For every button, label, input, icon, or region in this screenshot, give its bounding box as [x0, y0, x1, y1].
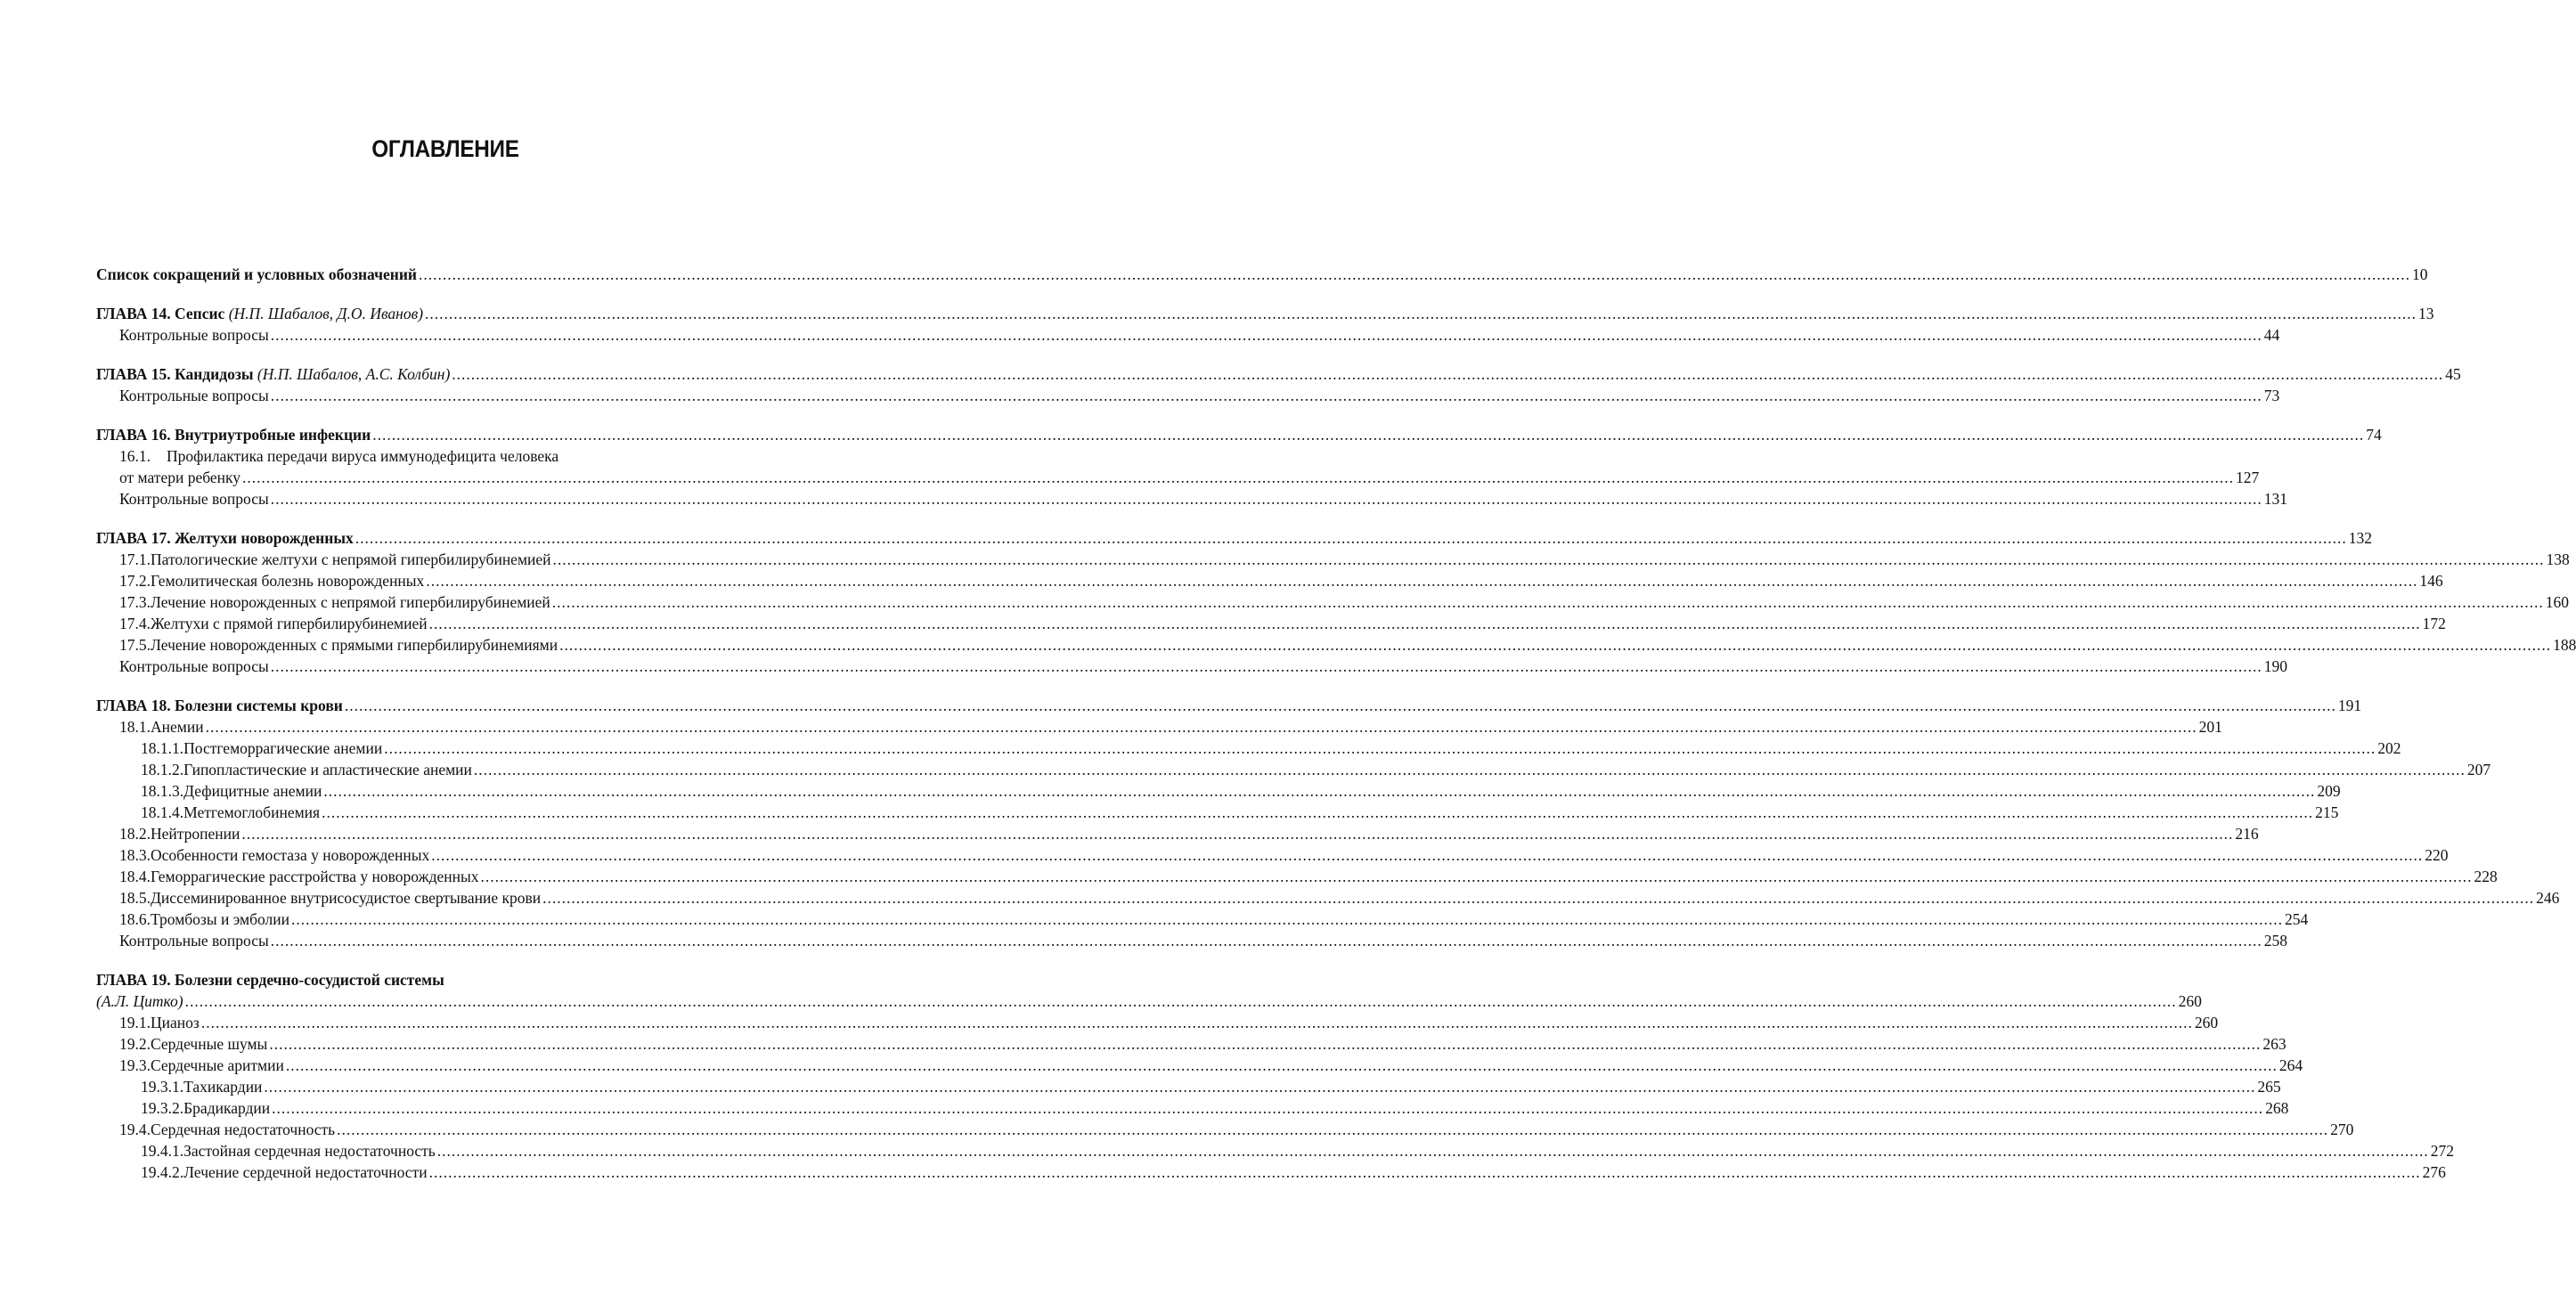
toc-subsection[interactable] [96, 1162, 2446, 1183]
toc-entry-questions[interactable] [96, 930, 2287, 951]
section-title: Цианоз [151, 1014, 200, 1031]
toc-page-number: 190 [2263, 657, 2287, 675]
section-number: 19.2. [119, 1035, 151, 1053]
page-title: ОГЛАВЛЕНИЕ [371, 135, 519, 162]
chapter-authors: (А.Л. Цитко) [96, 992, 183, 1010]
leader-dots [323, 780, 2315, 802]
section-title: Анемии [151, 718, 204, 736]
toc-page-number: 215 [2315, 803, 2339, 821]
leader-dots [429, 1162, 2421, 1183]
toc-page-number: 265 [2257, 1078, 2281, 1096]
toc-page-number: 10 [2412, 265, 2428, 283]
leader-dots [355, 527, 2347, 549]
subsection-title: Тахикардии [183, 1078, 263, 1096]
leader-dots [201, 1012, 2193, 1033]
toc-section[interactable] [96, 613, 2446, 634]
toc-page-number: 246 [2536, 889, 2560, 907]
leader-dots [286, 1055, 2278, 1076]
leader-dots [264, 1076, 2255, 1097]
toc-page-number: 216 [2235, 825, 2259, 843]
toc-page-number: 127 [2236, 469, 2260, 486]
toc-entry-questions[interactable] [96, 656, 2287, 677]
subsection-number: 19.3.2. [141, 1099, 184, 1117]
leader-dots [474, 759, 2466, 780]
chapter-title: ГЛАВА 19. Болезни сердечно-сосудистой системы [96, 971, 444, 989]
section-number: 18.3. [119, 846, 151, 864]
toc-entry-abbreviations[interactable] [96, 264, 2428, 285]
toc-entry-text: Контрольные вопросы [119, 387, 269, 404]
section-title: Сердечная недостаточность [151, 1121, 336, 1138]
subsection-title: Гипопластические и апластические анемии [183, 761, 472, 778]
subsection-number: 19.4.2. [141, 1163, 184, 1181]
chapter-title: ГЛАВА 18. Болезни системы крови [96, 697, 343, 714]
subsection-title: Застойная сердечная недостаточность [183, 1142, 436, 1160]
leader-dots [437, 1140, 2429, 1162]
section-number: 17.4. [119, 615, 151, 632]
toc-section[interactable] [96, 866, 2498, 887]
section-title: Патологические желтухи с непрямой гипербилирубинемией [151, 550, 551, 568]
chapter-title: ГЛАВА 15. Кандидозы [96, 365, 254, 383]
section-number: 18.2. [119, 825, 151, 843]
leader-dots [271, 488, 2262, 509]
section-title: Тромбозы и эмболии [151, 910, 290, 928]
leader-dots [242, 467, 2234, 488]
toc-subsection[interactable] [96, 738, 2401, 759]
toc-page-number: 260 [2178, 992, 2202, 1010]
leader-dots [431, 844, 2423, 866]
toc-page-number: 270 [2330, 1121, 2354, 1138]
subsection-title: Лечение сердечной недостаточности [183, 1163, 428, 1181]
leader-dots [559, 634, 2551, 656]
toc-section[interactable] [96, 823, 2259, 844]
leader-dots [425, 303, 2417, 324]
toc-page-number: 207 [2466, 761, 2491, 778]
toc-section[interactable] [96, 591, 2570, 613]
section-title: Лечение новорожденных с прямыми гипербилирубинемиями [151, 636, 558, 654]
leader-dots [322, 802, 2313, 823]
section-number: 19.1. [119, 1014, 151, 1031]
leader-dots [452, 363, 2443, 385]
toc-section[interactable] [96, 570, 2443, 591]
toc-page-number: 209 [2317, 782, 2341, 800]
section-title-continued: от матери ребенку [119, 469, 241, 486]
section-number: 17.5. [119, 636, 151, 654]
toc-page-number: 201 [2198, 718, 2222, 736]
leader-dots [426, 570, 2417, 591]
toc-subsection[interactable] [96, 1076, 2281, 1097]
toc-subsection[interactable] [96, 780, 2341, 802]
toc-page-number: 276 [2422, 1163, 2446, 1181]
subsection-number: 19.3.1. [141, 1078, 184, 1096]
toc-page-number: 172 [2422, 615, 2446, 632]
toc-entry-text: Контрольные вопросы [119, 932, 269, 950]
toc-section-16-1-line2[interactable] [96, 467, 2260, 488]
leader-dots [384, 738, 2376, 759]
toc-page-number: 13 [2418, 305, 2434, 322]
toc-page-number: 160 [2545, 593, 2570, 611]
toc-page-number: 260 [2194, 1014, 2219, 1031]
section-title: Геморрагические расстройства у новорожденных [151, 868, 479, 885]
leader-dots [271, 656, 2262, 677]
section-title: Особенности гемостаза у новорожденных [151, 846, 430, 864]
toc-subsection[interactable] [96, 1097, 2289, 1119]
toc-section[interactable] [96, 716, 2222, 738]
leader-dots [552, 591, 2544, 613]
leader-dots [429, 613, 2421, 634]
section-number: 18.1. [119, 718, 151, 736]
toc-section[interactable] [96, 844, 2449, 866]
toc-subsection[interactable] [96, 759, 2491, 780]
section-number: 17.3. [119, 593, 151, 611]
toc-section[interactable] [96, 1055, 2303, 1076]
toc-page-number: 45 [2445, 365, 2461, 383]
chapter-title: ГЛАВА 16. Внутриутробные инфекции [96, 426, 371, 444]
toc-page-number: 272 [2430, 1142, 2455, 1160]
leader-dots [272, 1097, 2263, 1119]
toc-page-number: 146 [2419, 572, 2443, 590]
subsection-number: 18.1.2. [141, 761, 184, 778]
leader-dots [542, 887, 2534, 909]
leader-dots [269, 1033, 2261, 1055]
toc-entry-text: Контрольные вопросы [119, 326, 269, 344]
section-title: Сердечные аритмии [151, 1056, 284, 1074]
section-number: 18.4. [119, 868, 151, 885]
leader-dots [271, 324, 2262, 346]
section-title: Диссеминированное внутрисосудистое свертывание крови [151, 889, 542, 907]
toc-page-number: 254 [2285, 910, 2309, 928]
subsection-number: 18.1.4. [141, 803, 184, 821]
toc-section[interactable] [96, 909, 2309, 930]
chapter-title: ГЛАВА 14. Сепсис [96, 305, 225, 322]
toc-chapter-16[interactable] [96, 424, 2382, 445]
chapter-authors: (Н.П. Шабалов, Д.О. Иванов) [228, 305, 424, 322]
leader-dots [481, 866, 2473, 887]
toc-section[interactable] [96, 887, 2560, 909]
toc-entry-text: Контрольные вопросы [119, 657, 269, 675]
leader-dots [271, 930, 2262, 951]
toc-page-number: 138 [2546, 550, 2570, 568]
toc-chapter-15[interactable] [96, 363, 2461, 385]
toc-page-number: 202 [2377, 739, 2401, 757]
section-number: 18.5. [119, 889, 151, 907]
toc-section[interactable] [96, 549, 2570, 570]
toc-section-16-1-line1[interactable] [96, 445, 779, 467]
leader-dots [185, 990, 2177, 1012]
table-of-contents [96, 264, 2576, 1183]
toc-section[interactable] [96, 1012, 2219, 1033]
toc-section[interactable] [96, 1033, 2287, 1055]
toc-chapter-19-line2[interactable] [96, 990, 2202, 1012]
toc-chapter-14[interactable] [96, 303, 2434, 324]
toc-page-number: 188 [2553, 636, 2576, 654]
toc-page-number: 131 [2263, 490, 2287, 508]
toc-chapter-18[interactable] [96, 695, 2362, 716]
toc-page-number: 44 [2263, 326, 2280, 344]
toc-page-number: 191 [2337, 697, 2362, 714]
toc-chapter-17[interactable] [96, 527, 2372, 549]
subsection-number: 19.4.1. [141, 1142, 184, 1160]
leader-dots [271, 385, 2262, 406]
toc-page-number: 268 [2265, 1099, 2289, 1117]
toc-page-number: 220 [2425, 846, 2449, 864]
section-title: Профилактика передачи вируса иммунодефицита человека [167, 447, 559, 465]
toc-entry-questions[interactable] [96, 385, 2280, 406]
subsection-title: Дефицитные анемии [183, 782, 322, 800]
toc-entry-text: Список сокращений и условных обозначений [96, 265, 417, 283]
chapter-authors: (Н.П. Шабалов, А.С. Колбин) [257, 365, 451, 383]
leader-dots [372, 424, 2364, 445]
section-number: 17.2. [119, 572, 151, 590]
leader-dots [553, 549, 2545, 570]
section-number: 16.1. [119, 447, 151, 465]
section-title: Лечение новорожденных с непрямой гипербилирубинемией [151, 593, 550, 611]
subsection-title: Метгемоглобинемия [183, 803, 321, 821]
section-number: 19.3. [119, 1056, 151, 1074]
toc-subsection[interactable] [96, 802, 2339, 823]
subsection-title: Брадикардии [183, 1099, 271, 1117]
leader-dots [206, 716, 2197, 738]
toc-chapter-19-line1[interactable] [96, 969, 779, 990]
toc-page-number: 264 [2278, 1056, 2303, 1074]
toc-page-number: 132 [2348, 529, 2372, 547]
leader-dots [419, 264, 2410, 285]
toc-section[interactable] [96, 1119, 2354, 1140]
section-number: 18.6. [119, 910, 151, 928]
section-title: Сердечные шумы [151, 1035, 268, 1053]
toc-page-number: 228 [2474, 868, 2498, 885]
leader-dots [337, 1119, 2328, 1140]
toc-entry-questions[interactable] [96, 324, 2280, 346]
toc-section[interactable] [96, 634, 2576, 656]
subsection-number: 18.1.3. [141, 782, 184, 800]
section-title: Нейтропении [151, 825, 240, 843]
section-title: Гемолитическая болезнь новорожденных [151, 572, 425, 590]
leader-dots [291, 909, 2283, 930]
toc-page-number: 74 [2366, 426, 2382, 444]
section-number: 19.4. [119, 1121, 151, 1138]
toc-entry-text: Контрольные вопросы [119, 490, 269, 508]
toc-page-number: 73 [2263, 387, 2280, 404]
chapter-title: ГЛАВА 17. Желтухи новорожденных [96, 529, 354, 547]
subsection-number: 18.1.1. [141, 739, 184, 757]
toc-page-number: 258 [2263, 932, 2287, 950]
toc-entry-questions[interactable] [96, 488, 2287, 509]
section-number: 17.1. [119, 550, 151, 568]
toc-page-number: 263 [2262, 1035, 2287, 1053]
leader-dots [241, 823, 2233, 844]
section-title: Желтухи с прямой гипербилирубинемией [151, 615, 428, 632]
toc-subsection[interactable] [96, 1140, 2455, 1162]
subsection-title: Постгеморрагические анемии [183, 739, 383, 757]
leader-dots [345, 695, 2336, 716]
